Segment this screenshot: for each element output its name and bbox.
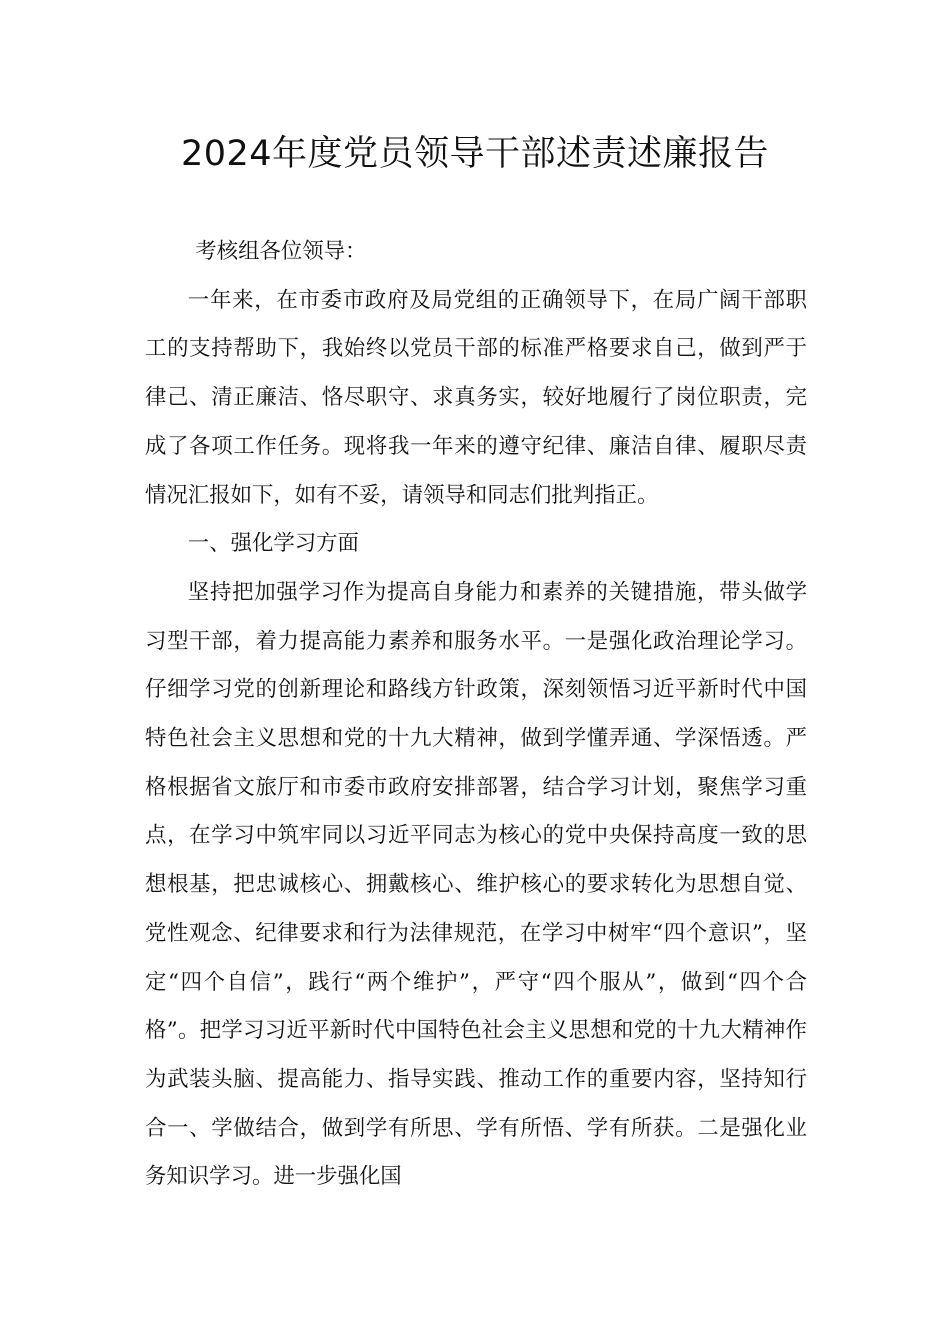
document-body (145, 228, 807, 1202)
paragraph-intro: 一年来，在市委市政府及局党组的正确领导下，在局广阔干部职工的支持帮助下，我始终以党员干部的标准严格要求自己，做到严于律己、清正廉洁、恪尽职守、求真务实，较好地履行了岗位职责，完成了各项工作任务。现将我一年来的遵守纪律、廉洁自律、履职尽责情况汇报如下，如有不妥，请领导和同志们批判指正。 (145, 287, 807, 508)
document-title: 2024年度党员领导干部述责述廉报告 (180, 134, 770, 174)
section-heading-study: 一、强化学习方面 (187, 531, 359, 557)
salutation: 考核组各位领导： (195, 239, 367, 264)
paragraph-study: 坚持把加强学习作为提高自身能力和素养的关键措施，带头做学习型干部，着力提高能力素养和服务水平。一是强化政治理论学习。仔细学习党的创新理论和路线方针政策，深刻领悟习近平新时代中国特色社会主义思想和党的十九大精神，做到学懂弄通、学深悟透。严格根据省文旅厅和市委市政府安排部署，结合学习计划，聚焦学习重点，在学习中筑牢同以习近平同志为核心的党中央保持高度一致的思想根基，把忠诚核心、拥戴核心、维护核心的要求转化为思想自觉、党性观念、纪律要求和行为法律规范，在学习中树牢“四个意识”，坚定“四个自信”，践行“两个维护”，严守“四个服从”，做到“四个合格”。把学习习近平新时代中国特色社会主义思想和党的十九大精神作为武装头脑、提高能力、指导实践、推动工作的重要内容，坚持知行合一、学做结合，做到学有所思、学有所悟、学有所获。二是强化业务知识学习。进一步强化国 (145, 579, 807, 1190)
